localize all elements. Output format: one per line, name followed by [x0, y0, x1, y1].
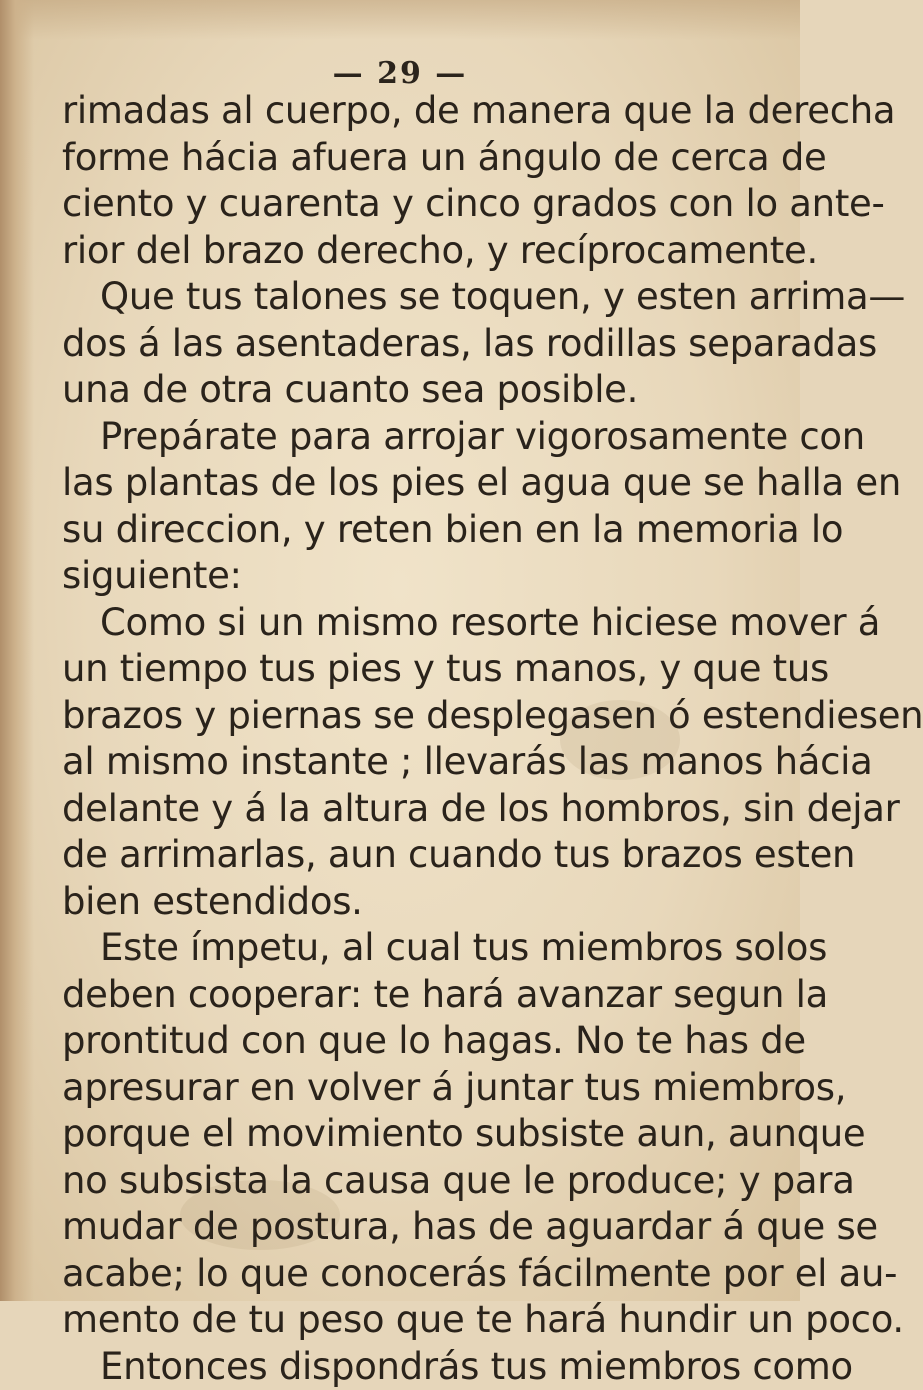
text-line: apresurar en volver á juntar tus miembros,: [62, 1065, 742, 1112]
text-line: una de otra cuanto sea posible.: [62, 367, 742, 414]
body-text: [62, 88, 742, 1390]
text-line: Que tus talones se toquen, y esten arrima—: [62, 274, 742, 321]
text-line: Como si un mismo resorte hiciese mover á: [62, 600, 742, 647]
text-line: no subsista la causa que le produce; y para: [62, 1158, 742, 1205]
text-line: mento de tu peso que te hará hundir un poco.: [62, 1297, 742, 1344]
text-line: bien estendidos.: [62, 879, 742, 926]
text-line: brazos y piernas se desplegasen ó estendiesen: [62, 693, 742, 740]
text-line: ciento y cuarenta y cinco grados con lo ante-: [62, 181, 742, 228]
text-line: forme hácia afuera un ángulo de cerca de: [62, 135, 742, 182]
text-line: las plantas de los pies el agua que se halla en: [62, 460, 742, 507]
text-line: Prepárate para arrojar vigorosamente con: [62, 414, 742, 461]
page-binding-edge: [0, 0, 34, 1301]
text-line: rimadas al cuerpo, de manera que la derecha: [62, 88, 742, 135]
page-number: — 29 —: [0, 56, 800, 91]
text-line: Este ímpetu, al cual tus miembros solos: [62, 925, 742, 972]
page-top-shadow: [0, 0, 800, 40]
text-line: prontitud con que lo hagas. No te has de: [62, 1018, 742, 1065]
text-line: delante y á la altura de los hombros, sin dejar: [62, 786, 742, 833]
text-line: acabe; lo que conocerás fácilmente por el au-: [62, 1251, 742, 1298]
text-line: dos á las asentaderas, las rodillas separadas: [62, 321, 742, 368]
text-line: al mismo instante ; llevarás las manos hácia: [62, 739, 742, 786]
text-line: de arrimarlas, aun cuando tus brazos esten: [62, 832, 742, 879]
text-line: mudar de postura, has de aguardar á que se: [62, 1204, 742, 1251]
text-line: porque el movimiento subsiste aun, aunque: [62, 1111, 742, 1158]
text-line: su direccion, y reten bien en la memoria lo: [62, 507, 742, 554]
text-line: rior del brazo derecho, y recíprocamente.: [62, 228, 742, 275]
text-line: un tiempo tus pies y tus manos, y que tus: [62, 646, 742, 693]
text-line: siguiente:: [62, 553, 742, 600]
text-line: deben cooperar: te hará avanzar segun la: [62, 972, 742, 1019]
text-line: Entonces dispondrás tus miembros como: [62, 1344, 742, 1390]
